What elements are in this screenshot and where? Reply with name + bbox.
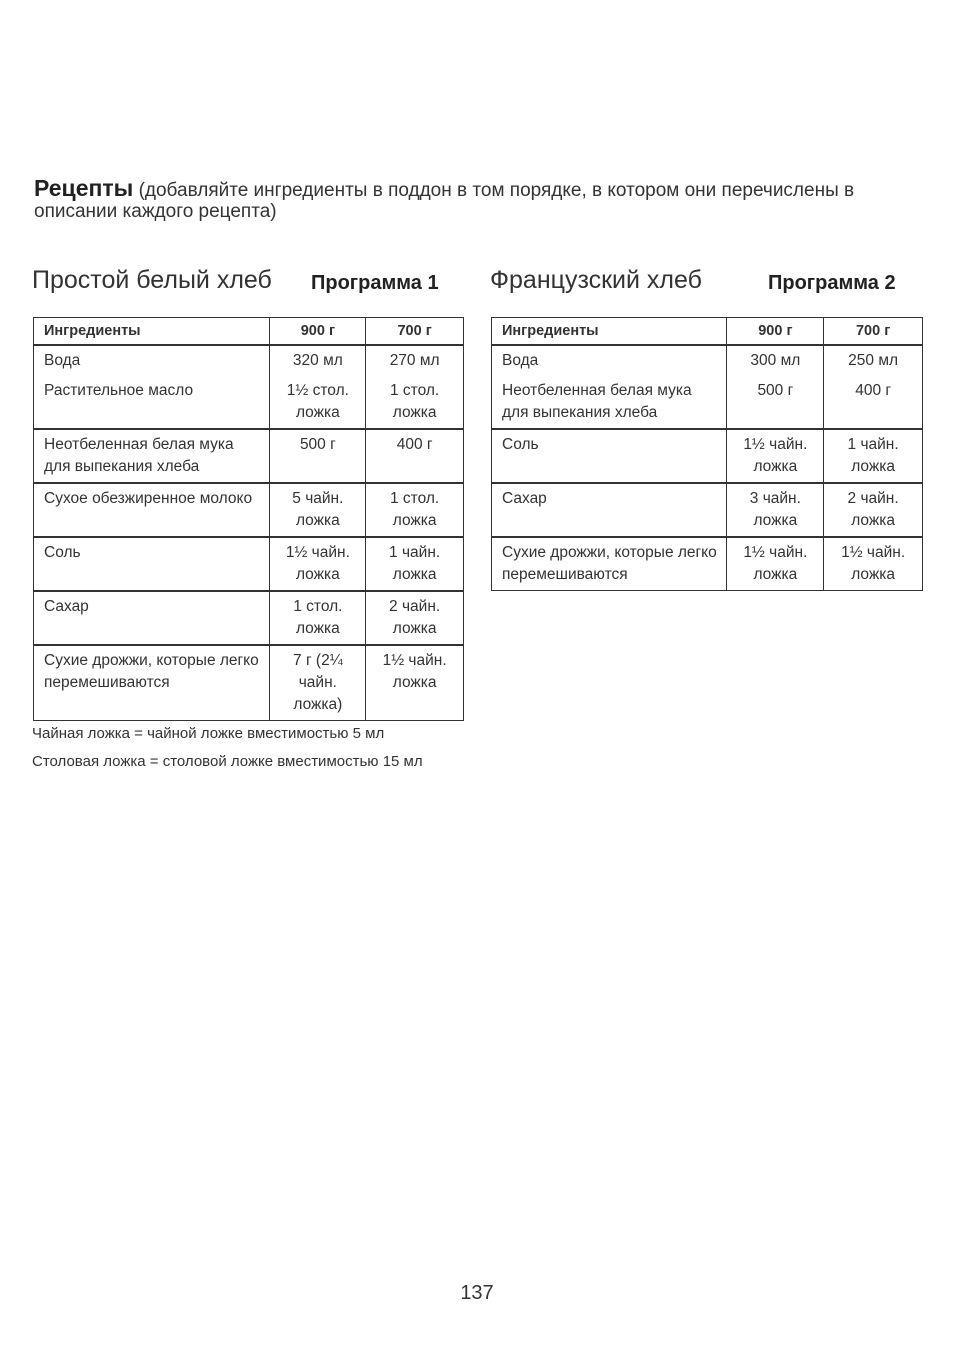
value-900-cell: 3 чайн. ложка (727, 483, 824, 537)
ingredient-cell: Соль (34, 537, 270, 591)
table-row (34, 345, 464, 376)
recipe2-title: Французский хлеб (490, 266, 702, 294)
column-header: 700 г (824, 318, 923, 346)
value-900-cell: 1½ чайн. ложка (270, 537, 366, 591)
value-700-cell: 270 мл (366, 345, 464, 376)
intro-text: (добавляйте ингредиенты в поддон в том порядке, в котором они перечислены в описании каждого рецепта) (34, 180, 855, 222)
ingredient-cell: Вода (492, 345, 727, 376)
recipe1-program: Программа 1 (311, 272, 439, 294)
recipe2-table (491, 317, 923, 591)
value-900-cell: 500 г (727, 376, 824, 429)
recipe1-title: Простой белый хлеб (32, 266, 272, 294)
ingredient-cell: Сухое обезжиренное молоко (34, 483, 270, 537)
value-700-cell: 1½ чайн. ложка (824, 537, 923, 591)
value-900-cell: 320 мл (270, 345, 366, 376)
intro-heading (34, 175, 924, 222)
ingredient-cell: Соль (492, 429, 727, 483)
value-900-cell: 5 чайн. ложка (270, 483, 366, 537)
ingredient-cell: Сахар (492, 483, 727, 537)
value-900-cell: 1½ чайн. ложка (727, 429, 824, 483)
value-700-cell: 400 г (824, 376, 923, 429)
column-header: Ингредиенты (34, 318, 270, 346)
note-teaspoon: Чайная ложка = чайной ложке вместимостью 5 мл (32, 725, 385, 742)
table-row (34, 645, 464, 721)
ingredient-cell: Неотбеленная белая мука для выпекания хлеба (34, 429, 270, 483)
value-700-cell: 1 стол. ложка (366, 376, 464, 429)
table-row (492, 537, 923, 591)
table-header-row (34, 318, 464, 346)
table-row (492, 483, 923, 537)
value-900-cell: 1½ стол. ложка (270, 376, 366, 429)
value-700-cell: 2 чайн. ложка (824, 483, 923, 537)
value-700-cell: 400 г (366, 429, 464, 483)
value-700-cell: 1 чайн. ложка (824, 429, 923, 483)
value-900-cell: 1½ чайн. ложка (727, 537, 824, 591)
table-header-row (492, 318, 923, 346)
ingredient-cell: Вода (34, 345, 270, 376)
value-900-cell: 500 г (270, 429, 366, 483)
ingredient-cell: Сахар (34, 591, 270, 645)
table-row (34, 376, 464, 429)
column-header: 700 г (366, 318, 464, 346)
value-700-cell: 1 чайн. ложка (366, 537, 464, 591)
table-row (34, 537, 464, 591)
column-header: 900 г (727, 318, 824, 346)
table-row (492, 429, 923, 483)
note-tablespoon: Столовая ложка = столовой ложке вместимостью 15 мл (32, 753, 423, 770)
page-title: Рецепты (34, 175, 134, 201)
ingredient-cell: Неотбеленная белая мука для выпекания хлеба (492, 376, 727, 429)
column-header: Ингредиенты (492, 318, 727, 346)
table-row (34, 591, 464, 645)
ingredient-cell: Сухие дрожжи, которые легко перемешиваются (34, 645, 270, 721)
value-700-cell: 1½ чайн. ложка (366, 645, 464, 721)
value-700-cell: 2 чайн. ложка (366, 591, 464, 645)
value-700-cell: 1 стол. ложка (366, 483, 464, 537)
table-row (34, 483, 464, 537)
value-900-cell: 1 стол. ложка (270, 591, 366, 645)
recipe2-program: Программа 2 (768, 272, 896, 294)
column-header: 900 г (270, 318, 366, 346)
table-row (492, 345, 923, 376)
ingredient-cell: Растительное масло (34, 376, 270, 429)
page-number: 137 (460, 1282, 494, 1304)
value-900-cell: 300 мл (727, 345, 824, 376)
value-900-cell: 7 г (2¼ чайн. ложка) (270, 645, 366, 721)
value-700-cell: 250 мл (824, 345, 923, 376)
ingredient-cell: Сухие дрожжи, которые легко перемешиваются (492, 537, 727, 591)
table-row (34, 429, 464, 483)
measurement-notes (32, 720, 423, 776)
recipe1-table (33, 317, 464, 721)
table-row (492, 376, 923, 429)
